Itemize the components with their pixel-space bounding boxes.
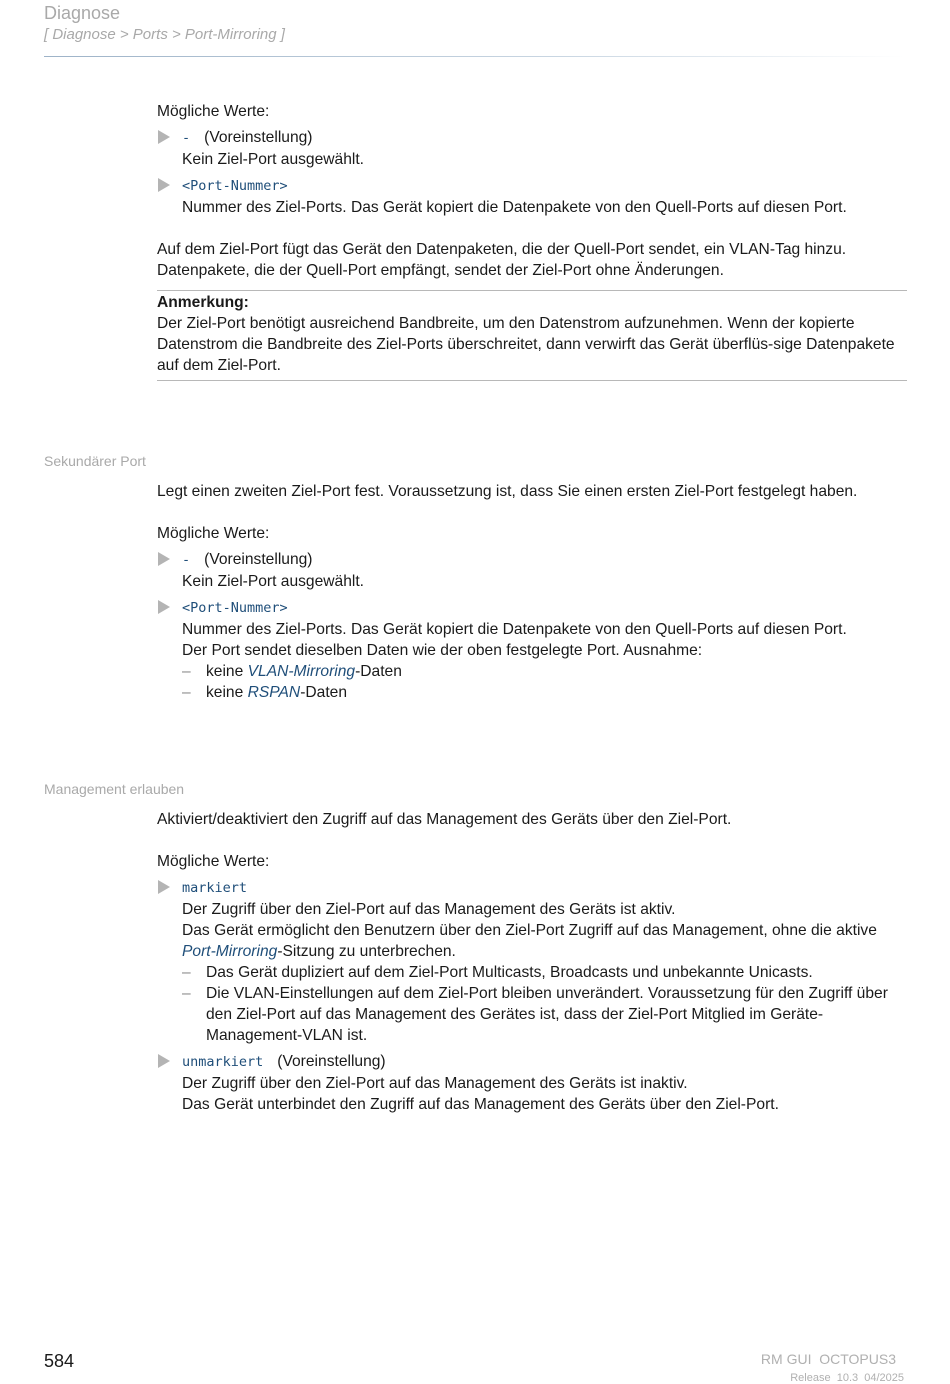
possible-values-label: Mögliche Werte: xyxy=(157,853,270,870)
value-description-extra: Das Gerät unterbindet den Zugriff auf das Management des Geräts über den Ziel-Port. xyxy=(182,1096,779,1113)
list-item: markiert Der Zugriff über den Ziel-Port auf das Management des Geräts ist aktiv. Das Gerät ermöglicht den Benutzern über den Ziel-Port Zugriff auf das Management, ohne die aktive Port-Mirroring-Sitzung zu unterbrechen. – Das Gerät dupliziert auf dem Ziel-Port Multicasts, Broadcasts und unbekannte Unicasts. – Die VLAN-Einstellungen auf dem Ziel-Port bleiben unverändert. Voraussetzung für den Zugriff über den Ziel-Port auf das Management des Gerätes ist, dass der Ziel-Port Mitglied im Geräte-Management-VLAN ist. xyxy=(157,877,907,1046)
dash-item: – keine RSPAN-Daten xyxy=(182,684,348,701)
glossary-link-port-mirroring[interactable]: Port-Mirroring xyxy=(182,943,278,960)
glossary-link-vlan-mirroring[interactable]: VLAN-Mirroring xyxy=(247,663,356,680)
dash-bullet: – xyxy=(182,985,191,1002)
dash-bullet: – xyxy=(182,663,191,680)
chapter-title: Diagnose xyxy=(44,3,121,23)
section-description: Legt einen zweiten Ziel-Port fest. Voraussetzung ist, dass Sie einen ersten Ziel-Port festgelegt haben. xyxy=(157,483,858,500)
list-item xyxy=(157,1051,907,1115)
section-description: Aktiviert/deaktiviert den Zugriff auf das Management des Geräts über den Ziel-Port. xyxy=(157,811,732,828)
note-heading: Anmerkung: xyxy=(157,294,249,311)
dash-item: – keine VLAN-Mirroring-Daten xyxy=(182,663,402,680)
value-description: Kein Ziel-Port ausgewählt. xyxy=(182,151,365,168)
breadcrumb: [ Diagnose > Ports > Port-Mirroring ] xyxy=(44,26,285,43)
header-divider xyxy=(44,56,904,57)
footer-product: RM GUI OCTOPUS3 xyxy=(760,1351,896,1367)
value-code: unmarkiert xyxy=(182,1054,264,1070)
list-item xyxy=(157,597,907,703)
triangle-bullet-icon xyxy=(158,880,170,894)
value-description-extra: Der Port sendet dieselben Daten wie der oben festgelegte Port. Ausnahme: xyxy=(182,642,703,659)
triangle-bullet-icon xyxy=(158,600,170,614)
note-box xyxy=(157,290,907,381)
value-description: Nummer des Ziel-Ports. Das Gerät kopiert die Datenpakete von den Quell-Ports auf diesen Port. xyxy=(182,621,847,638)
triangle-bullet-icon xyxy=(158,178,170,192)
paragraph: Auf dem Ziel-Port fügt das Gerät den Datenpaketen, die der Quell-Port sendet, ein VLAN-Tag hinzu. Datenpakete, die der Quell-Port empfängt, sendet der Ziel-Port ohne Änderungen. xyxy=(157,241,847,279)
note-text: Der Ziel-Port benötigt ausreichend Bandbreite, um den Datenstrom aufzunehmen. Wenn der kopierte Datenstrom die Bandbreite des Ziel-Ports überschreitet, dann verwirft das Gerät überflüs-sige Datenpakete auf dem Ziel-Port. xyxy=(157,315,895,374)
value-code: - xyxy=(182,130,191,146)
management-section xyxy=(157,809,907,1115)
triangle-bullet-icon xyxy=(158,552,170,566)
triangle-bullet-icon xyxy=(158,130,170,144)
value-code: markiert xyxy=(182,880,248,896)
dash-bullet: – xyxy=(182,684,191,701)
secondary-port-section xyxy=(157,481,907,703)
section-label-management: Management erlauben xyxy=(44,781,185,797)
value-code: <Port-Nummer> xyxy=(182,600,288,616)
default-marker: (Voreinstellung) xyxy=(204,551,313,568)
default-marker: (Voreinstellung) xyxy=(204,129,313,146)
default-marker: (Voreinstellung) xyxy=(277,1053,386,1070)
page-number: 584 xyxy=(44,1351,75,1371)
dash-bullet: – xyxy=(182,964,191,981)
dash-item: – Die VLAN-Einstellungen auf dem Ziel-Port bleiben unverändert. Voraussetzung für den Zugriff über den Ziel-Port auf das Management des Gerätes ist, dass der Ziel-Port Mitglied im Geräte-Management-VLAN ist. xyxy=(182,985,888,1044)
dash-item: – Das Gerät dupliziert auf dem Ziel-Port Multicasts, Broadcasts und unbekannte Unicasts. xyxy=(182,964,813,981)
section-label-secondary-port: Sekundärer Port xyxy=(44,453,146,469)
primary-port-values xyxy=(157,101,907,381)
list-item xyxy=(157,549,907,592)
list-item xyxy=(157,127,907,170)
value-description: Der Zugriff über den Ziel-Port auf das Management des Geräts ist inaktiv. xyxy=(182,1075,688,1092)
value-code: <Port-Nummer> xyxy=(182,178,288,194)
value-description: Kein Ziel-Port ausgewählt. xyxy=(182,573,365,590)
value-code: - xyxy=(182,552,191,568)
footer-release: Release 10.3 04/2025 xyxy=(790,1372,904,1384)
possible-values-label: Mögliche Werte: xyxy=(157,103,270,120)
glossary-link-rspan[interactable]: RSPAN xyxy=(247,684,301,701)
possible-values-label: Mögliche Werte: xyxy=(157,525,270,542)
value-description: Nummer des Ziel-Ports. Das Gerät kopiert die Datenpakete von den Quell-Ports auf diesen Port. xyxy=(182,199,847,216)
list-item xyxy=(157,175,907,218)
triangle-bullet-icon xyxy=(158,1054,170,1068)
value-description: Der Zugriff über den Ziel-Port auf das Management des Geräts ist aktiv. xyxy=(182,901,676,918)
